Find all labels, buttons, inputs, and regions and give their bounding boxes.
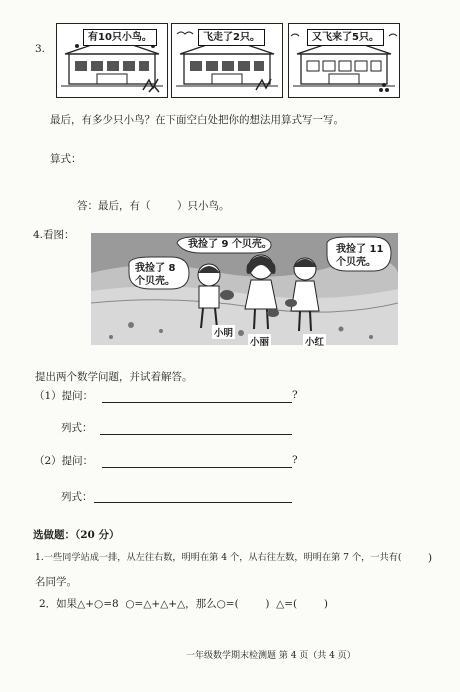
q4-question-2-answer-line[interactable] [102, 467, 292, 468]
q3-formula-label: 算式： [50, 153, 82, 165]
page-footer: 一年级数学期末检测题 第 4 页（共 4 页） [186, 651, 356, 661]
name-label-xiaohong: 小红 [303, 334, 326, 348]
bubble-text-8-line1: 我捡了 8 [135, 263, 176, 274]
optional-problem-2: 2．如果△+○=8 ○=△+△+△，那么○=( ) △=( ) [39, 598, 328, 610]
optional-problem-1-line2: 名同学。 [35, 576, 77, 588]
q4-question-1-label: （1）提问： [34, 390, 94, 402]
q3-answer-suffix: ）只小鸟。 [177, 200, 230, 212]
q3-answer-prefix: 答：最后，有（ [77, 200, 151, 212]
q3-question: 最后，有多少只小鸟？在下面空白处把你的想法用算式写一写。 [50, 114, 344, 126]
panel-1-sign: 有10只小鸟。 [83, 29, 157, 46]
panel-3-sign: 又飞来了5只。 [307, 29, 384, 46]
q4-question-1-answer-line[interactable] [102, 402, 292, 403]
name-label-xiaoli: 小丽 [248, 334, 271, 348]
q4-instruction: 提出两个数学问题，并试着解答。 [35, 371, 193, 383]
optional-problem-1: 1.一些同学站成一排，从左往右数，明明在第 4 个，从右往左数，明明在第 7 个，一共有( [35, 552, 402, 563]
panel-2-sign: 飞走了2只。 [198, 29, 265, 46]
optional-problem-1-close: ) [428, 552, 433, 564]
q4-question-2-label: （2）提问： [34, 455, 94, 467]
q4-formula-2-answer-line[interactable] [94, 502, 292, 503]
picture-panel-1 [56, 23, 168, 98]
picture-panel-2 [171, 23, 283, 98]
picture-panel-3 [288, 23, 400, 98]
q4-formula-2-label: 列式： [61, 491, 93, 503]
q4-formula-1-answer-line[interactable] [100, 434, 292, 435]
optional-heading: 选做题：（20 分） [33, 529, 120, 541]
bubble-text-9: 我捡了 9 个贝壳。 [188, 239, 272, 250]
bubble-text-8-line2: 个贝壳。 [135, 276, 175, 287]
q4-formula-1-label: 列式： [61, 422, 93, 434]
q4-heading: 4.看图： [33, 229, 75, 241]
q3-number: 3. [35, 43, 46, 55]
bubble-text-11-line2: 个贝壳。 [336, 257, 376, 268]
name-label-xiaoming: 小明 [212, 325, 235, 339]
bubble-text-11-line1: 我捡了 11 [336, 244, 384, 255]
q4-question-2-mark: ? [292, 454, 298, 466]
q4-question-1-mark: ? [292, 389, 298, 401]
